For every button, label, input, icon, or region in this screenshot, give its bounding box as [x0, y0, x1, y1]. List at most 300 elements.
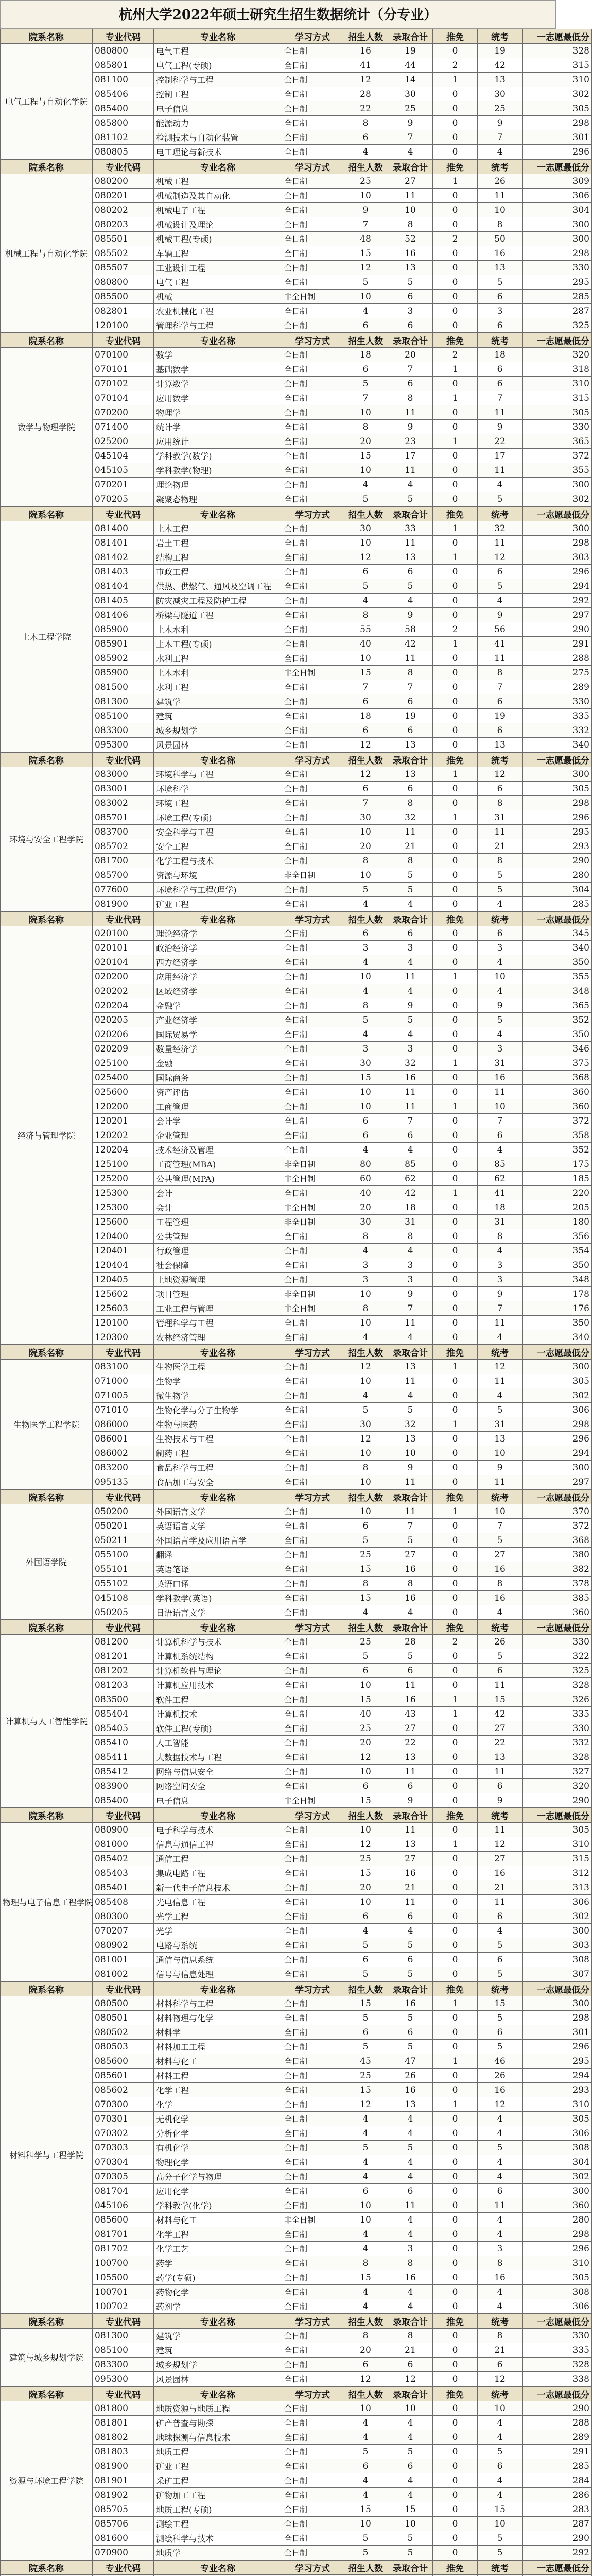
- plan-count: 10: [343, 868, 388, 883]
- program-code: 083500: [93, 1692, 154, 1707]
- admit-total: 5: [388, 2011, 433, 2025]
- unified-count: 16: [478, 2270, 523, 2285]
- admit-total: 85: [388, 1157, 433, 1172]
- plan-count: 4: [343, 2242, 388, 2256]
- min-score: 330: [523, 261, 592, 275]
- recommended-count: 0: [433, 2517, 478, 2531]
- admit-total: 12: [388, 2372, 433, 2386]
- admit-total: 6: [388, 1953, 433, 1967]
- unified-count: 11: [478, 1678, 523, 1692]
- column-header-unified: 统考: [478, 1345, 523, 1360]
- college-name: 建筑与城乡规划学院: [1, 2329, 93, 2386]
- program-name: 人工智能: [154, 1736, 282, 1750]
- study-mode: 全日制: [282, 492, 343, 506]
- plan-count: 60: [343, 1172, 388, 1186]
- plan-count: 40: [343, 1707, 388, 1721]
- program-code: 085412: [93, 1765, 154, 1779]
- recommended-count: 0: [433, 608, 478, 622]
- program-name: 环境工程: [154, 796, 282, 810]
- program-code: 070300: [93, 2097, 154, 2112]
- admit-total: 6: [388, 2358, 433, 2372]
- header-row: [1, 912, 592, 926]
- unified-count: 5: [478, 1967, 523, 1981]
- plan-count: 15: [343, 449, 388, 463]
- column-header-total: 录取合计: [388, 753, 433, 767]
- min-score: 296: [523, 2040, 592, 2054]
- header-row: [1, 2314, 592, 2329]
- min-score: 352: [523, 1143, 592, 1157]
- study-mode: 非全日制: [282, 1215, 343, 1229]
- column-header-unified: 统考: [478, 1982, 523, 1996]
- min-score: 295: [523, 825, 592, 839]
- recommended-count: 0: [433, 709, 478, 723]
- min-score: 305: [523, 782, 592, 796]
- unified-count: 6: [478, 377, 523, 391]
- plan-count: 6: [343, 1114, 388, 1128]
- admit-total: 10: [388, 1446, 433, 1461]
- study-mode: 全日制: [282, 2141, 343, 2155]
- unified-count: 9: [478, 608, 523, 622]
- min-score: 302: [523, 1909, 592, 1924]
- study-mode: 全日制: [282, 1316, 343, 1330]
- plan-count: 20: [343, 1200, 388, 1215]
- program-code: 120300: [93, 1330, 154, 1345]
- study-mode: 全日制: [282, 2083, 343, 2097]
- study-mode: 全日制: [282, 2445, 343, 2459]
- plan-count: 8: [343, 420, 388, 434]
- admit-total: 6: [388, 377, 433, 391]
- study-mode: 全日制: [282, 2040, 343, 2054]
- admit-total: 30: [388, 87, 433, 101]
- unified-count: 11: [478, 1316, 523, 1330]
- min-score: 360: [523, 2198, 592, 2213]
- column-header-score: 一志愿最低分: [523, 1982, 592, 1996]
- plan-count: 5: [343, 1938, 388, 1953]
- column-header-recommended: 推免: [433, 912, 478, 926]
- program-name: 材料与化工: [154, 2213, 282, 2227]
- unified-count: 5: [478, 579, 523, 594]
- recommended-count: 0: [433, 1909, 478, 1924]
- column-header-mode: 学习方式: [282, 912, 343, 926]
- unified-count: 26: [478, 174, 523, 189]
- plan-count: 4: [343, 1388, 388, 1403]
- admit-total: 9: [388, 1287, 433, 1301]
- plan-count: 10: [343, 2213, 388, 2227]
- program-code: 077600: [93, 883, 154, 897]
- study-mode: 全日制: [282, 478, 343, 492]
- unified-count: 7: [478, 391, 523, 405]
- unified-count: 4: [478, 2430, 523, 2445]
- program-name: 外国语言学及应用语言学: [154, 1533, 282, 1548]
- program-code: 081500: [93, 680, 154, 694]
- admit-total: 5: [388, 1533, 433, 1548]
- min-score: 303: [523, 1938, 592, 1953]
- program-code: 085700: [93, 868, 154, 883]
- table-row: [1, 348, 592, 362]
- admit-total: 62: [388, 1172, 433, 1186]
- recommended-count: 0: [433, 290, 478, 304]
- admit-total: 11: [388, 1316, 433, 1330]
- study-mode: 全日制: [282, 1996, 343, 2011]
- section-table: [0, 2314, 592, 2386]
- column-header-name: 专业名称: [154, 29, 282, 44]
- column-header-unified: 统考: [478, 2561, 523, 2575]
- plan-count: 6: [343, 1519, 388, 1533]
- program-name: 材料工程: [154, 2069, 282, 2083]
- study-mode: 全日制: [282, 1244, 343, 1258]
- admit-total: 11: [388, 1475, 433, 1489]
- program-code: 081801: [93, 2416, 154, 2430]
- recommended-count: 1: [433, 1186, 478, 1200]
- program-code: 125100: [93, 1157, 154, 1172]
- study-mode: 全日制: [282, 2459, 343, 2473]
- study-mode: 全日制: [282, 1721, 343, 1736]
- recommended-count: 0: [433, 1071, 478, 1085]
- program-code: 045106: [93, 2198, 154, 2213]
- column-header-mode: 学习方式: [282, 1490, 343, 1504]
- min-score: 372: [523, 1519, 592, 1533]
- admit-total: 5: [388, 492, 433, 506]
- unified-count: 12: [478, 1360, 523, 1374]
- admit-total: 6: [388, 926, 433, 941]
- column-header-name: 专业名称: [154, 2314, 282, 2329]
- column-header-plan: 招生人数: [343, 1490, 388, 1504]
- recommended-count: 0: [433, 2343, 478, 2358]
- unified-count: 4: [478, 2126, 523, 2141]
- program-code: 100702: [93, 2299, 154, 2314]
- recommended-count: 0: [433, 2329, 478, 2343]
- program-name: 社会保障: [154, 1258, 282, 1273]
- table-row: [1, 1504, 592, 1519]
- unified-count: 9: [478, 116, 523, 130]
- recommended-count: 1: [433, 391, 478, 405]
- program-name: 管理科学与工程: [154, 1316, 282, 1330]
- program-code: 120202: [93, 1128, 154, 1143]
- unified-count: 16: [478, 1591, 523, 1605]
- recommended-count: 0: [433, 1924, 478, 1938]
- admit-total: 5: [388, 2040, 433, 2054]
- program-code: 083300: [93, 2358, 154, 2372]
- program-name: 机械工程: [154, 174, 282, 189]
- column-header-score: 一志愿最低分: [523, 1620, 592, 1635]
- min-score: 295: [523, 275, 592, 290]
- unified-count: 6: [478, 1779, 523, 1793]
- unified-count: 11: [478, 1085, 523, 1099]
- min-score: 320: [523, 348, 592, 362]
- admit-total: 4: [388, 2227, 433, 2242]
- recommended-count: 1: [433, 1099, 478, 1114]
- recommended-count: 0: [433, 694, 478, 709]
- unified-count: 5: [478, 2141, 523, 2155]
- recommended-count: 0: [433, 666, 478, 680]
- program-code: 125603: [93, 1301, 154, 1316]
- admit-total: 15: [388, 2502, 433, 2517]
- admit-total: 5: [388, 1938, 433, 1953]
- min-score: 294: [523, 1446, 592, 1461]
- plan-count: 25: [343, 174, 388, 189]
- plan-count: 3: [343, 1042, 388, 1056]
- program-code: 071005: [93, 1388, 154, 1403]
- column-header-college: 院系名称: [1, 507, 93, 521]
- program-name: 软件工程: [154, 1692, 282, 1707]
- plan-count: 6: [343, 694, 388, 709]
- program-name: 管理科学与工程: [154, 318, 282, 333]
- program-code: 085702: [93, 839, 154, 854]
- program-name: 采矿工程: [154, 2473, 282, 2488]
- study-mode: 全日制: [282, 2069, 343, 2083]
- program-code: 020205: [93, 1013, 154, 1027]
- min-score: 297: [523, 1475, 592, 1489]
- unified-count: 5: [478, 1938, 523, 1953]
- study-mode: 全日制: [282, 449, 343, 463]
- college-name: 生物医学工程学院: [1, 1360, 93, 1489]
- recommended-count: 0: [433, 651, 478, 666]
- recommended-count: 0: [433, 2502, 478, 2517]
- column-header-total: 录取合计: [388, 1620, 433, 1635]
- unified-count: 10: [478, 1099, 523, 1114]
- column-header-plan: 招生人数: [343, 160, 388, 174]
- unified-count: 6: [478, 694, 523, 709]
- recommended-count: 0: [433, 1866, 478, 1880]
- admit-total: 4: [388, 2285, 433, 2299]
- plan-count: 6: [343, 565, 388, 579]
- plan-count: 5: [343, 579, 388, 594]
- plan-count: 5: [343, 2011, 388, 2025]
- study-mode: 全日制: [282, 1533, 343, 1548]
- unified-count: 4: [478, 1330, 523, 1345]
- plan-count: 5: [343, 377, 388, 391]
- admit-total: 4: [388, 897, 433, 911]
- unified-count: 3: [478, 1042, 523, 1056]
- min-score: 306: [523, 2299, 592, 2314]
- recommended-count: 0: [433, 2213, 478, 2227]
- column-header-plan: 招生人数: [343, 333, 388, 348]
- program-name: 电气工程(专硕): [154, 58, 282, 73]
- program-name: 公共管理(MPA): [154, 1172, 282, 1186]
- admit-total: 11: [388, 1765, 433, 1779]
- min-score: 304: [523, 883, 592, 897]
- min-score: 302: [523, 492, 592, 506]
- plan-count: 48: [343, 232, 388, 246]
- program-code: 055102: [93, 1577, 154, 1591]
- program-name: 凝聚态物理: [154, 492, 282, 506]
- unified-count: 21: [478, 1880, 523, 1895]
- admit-total: 4: [388, 1924, 433, 1938]
- tables-container: [0, 29, 589, 2576]
- header-row: [1, 1808, 592, 1823]
- program-code: 050211: [93, 1533, 154, 1548]
- program-name: 风景园林: [154, 2372, 282, 2386]
- admit-total: 5: [388, 2141, 433, 2155]
- program-code: 025100: [93, 1056, 154, 1071]
- program-name: 水利工程: [154, 680, 282, 694]
- study-mode: 全日制: [282, 1852, 343, 1866]
- program-code: 081800: [93, 2401, 154, 2416]
- admit-total: 4: [388, 1143, 433, 1157]
- plan-count: 5: [343, 2141, 388, 2155]
- column-header-plan: 招生人数: [343, 2314, 388, 2329]
- program-code: 020209: [93, 1042, 154, 1056]
- recommended-count: 0: [433, 2299, 478, 2314]
- program-code: 086002: [93, 1446, 154, 1461]
- study-mode: 全日制: [282, 174, 343, 189]
- recommended-count: 0: [433, 1475, 478, 1489]
- program-code: 085400: [93, 1793, 154, 1808]
- unified-count: 4: [478, 2155, 523, 2170]
- min-score: 285: [523, 290, 592, 304]
- program-name: 西方经济学: [154, 955, 282, 970]
- plan-count: 8: [343, 1577, 388, 1591]
- program-name: 光学工程: [154, 1909, 282, 1924]
- plan-count: 10: [343, 970, 388, 984]
- program-name: 光电信息工程: [154, 1895, 282, 1909]
- recommended-count: 0: [433, 1852, 478, 1866]
- admit-total: 7: [388, 1519, 433, 1533]
- unified-count: 5: [478, 2040, 523, 2054]
- program-code: 070301: [93, 2112, 154, 2126]
- column-header-plan: 招生人数: [343, 753, 388, 767]
- admit-total: 11: [388, 405, 433, 420]
- recommended-count: 0: [433, 1519, 478, 1533]
- min-score: 372: [523, 1114, 592, 1128]
- recommended-count: 0: [433, 1301, 478, 1316]
- section-table: [0, 29, 592, 159]
- program-name: 通信工程: [154, 1852, 282, 1866]
- study-mode: 全日制: [282, 1432, 343, 1446]
- program-code: 080203: [93, 217, 154, 232]
- admit-total: 8: [388, 854, 433, 868]
- unified-count: 9: [478, 1287, 523, 1301]
- program-code: 081701: [93, 2227, 154, 2242]
- column-header-name: 专业名称: [154, 160, 282, 174]
- study-mode: 全日制: [282, 1258, 343, 1273]
- admit-total: 4: [388, 1027, 433, 1042]
- plan-count: 6: [343, 2459, 388, 2473]
- study-mode: 全日制: [282, 2054, 343, 2069]
- unified-count: 85: [478, 1157, 523, 1172]
- unified-count: 3: [478, 304, 523, 318]
- column-header-name: 专业名称: [154, 1620, 282, 1635]
- recommended-count: 1: [433, 2097, 478, 2112]
- admit-total: 6: [388, 1128, 433, 1143]
- study-mode: 全日制: [282, 1765, 343, 1779]
- table-row: [1, 926, 592, 941]
- study-mode: 全日制: [282, 1374, 343, 1388]
- min-score: 355: [523, 970, 592, 984]
- program-code: 083000: [93, 767, 154, 782]
- program-name: 化学工程: [154, 2227, 282, 2242]
- unified-count: 3: [478, 941, 523, 955]
- min-score: 325: [523, 318, 592, 333]
- study-mode: 全日制: [282, 275, 343, 290]
- min-score: 340: [523, 941, 592, 955]
- min-score: 290: [523, 622, 592, 637]
- program-code: 081001: [93, 1953, 154, 1967]
- min-score: 220: [523, 1186, 592, 1200]
- study-mode: 全日制: [282, 2256, 343, 2270]
- plan-count: 28: [343, 87, 388, 101]
- program-code: 105500: [93, 2270, 154, 2285]
- unified-count: 4: [478, 1027, 523, 1042]
- admit-total: 11: [388, 1678, 433, 1692]
- min-score: 288: [523, 2416, 592, 2430]
- program-code: 081402: [93, 550, 154, 565]
- program-code: 081400: [93, 521, 154, 536]
- plan-count: 10: [343, 1374, 388, 1388]
- program-name: 工业工程与管理: [154, 1301, 282, 1316]
- admit-total: 42: [388, 1186, 433, 1200]
- min-score: 285: [523, 2459, 592, 2473]
- unified-count: 6: [478, 2184, 523, 2198]
- study-mode: 全日制: [282, 434, 343, 449]
- min-score: 305: [523, 1374, 592, 1388]
- recommended-count: 0: [433, 1765, 478, 1779]
- recommended-count: 2: [433, 232, 478, 246]
- column-header-score: 一志愿最低分: [523, 333, 592, 348]
- plan-count: 12: [343, 1750, 388, 1765]
- recommended-count: 0: [433, 2488, 478, 2502]
- program-code: 085100: [93, 709, 154, 723]
- min-score: 308: [523, 2141, 592, 2155]
- admit-total: 5: [388, 2546, 433, 2560]
- unified-count: 7: [478, 1519, 523, 1533]
- recommended-count: 0: [433, 1287, 478, 1301]
- program-code: 081401: [93, 536, 154, 550]
- admit-total: 6: [388, 318, 433, 333]
- recommended-count: 0: [433, 1664, 478, 1678]
- min-score: 175: [523, 1157, 592, 1172]
- study-mode: 非全日制: [282, 1157, 343, 1172]
- plan-count: 3: [343, 1273, 388, 1287]
- recommended-count: 0: [433, 1446, 478, 1461]
- plan-count: 6: [343, 926, 388, 941]
- program-code: 120401: [93, 1244, 154, 1258]
- program-code: 070102: [93, 377, 154, 391]
- program-name: 微生物学: [154, 1388, 282, 1403]
- unified-count: 11: [478, 463, 523, 478]
- unified-count: 13: [478, 261, 523, 275]
- study-mode: 全日制: [282, 2531, 343, 2546]
- column-header-recommended: 推免: [433, 1620, 478, 1635]
- recommended-count: 0: [433, 723, 478, 738]
- recommended-count: 0: [433, 2242, 478, 2256]
- program-name: 工业设计工程: [154, 261, 282, 275]
- recommended-count: 0: [433, 1258, 478, 1273]
- program-name: 环境工程(专硕): [154, 810, 282, 825]
- plan-count: 10: [343, 1475, 388, 1489]
- plan-count: 20: [343, 2343, 388, 2358]
- min-score: 300: [523, 232, 592, 246]
- admit-total: 23: [388, 434, 433, 449]
- study-mode: 全日制: [282, 2358, 343, 2372]
- program-code: 125600: [93, 1215, 154, 1229]
- program-name: 制药工程: [154, 1446, 282, 1461]
- header-row: [1, 1490, 592, 1504]
- program-name: 环境科学: [154, 782, 282, 796]
- study-mode: 全日制: [282, 1895, 343, 1909]
- min-score: 332: [523, 1736, 592, 1750]
- study-mode: 全日制: [282, 2285, 343, 2299]
- unified-count: 16: [478, 1562, 523, 1577]
- program-name: 测绘工程: [154, 2517, 282, 2531]
- min-score: 360: [523, 1085, 592, 1099]
- column-header-code: 专业代码: [93, 2387, 154, 2401]
- plan-count: 4: [343, 1924, 388, 1938]
- min-score: 288: [523, 651, 592, 666]
- unified-count: 6: [478, 782, 523, 796]
- min-score: 300: [523, 1996, 592, 2011]
- recommended-count: 0: [433, 478, 478, 492]
